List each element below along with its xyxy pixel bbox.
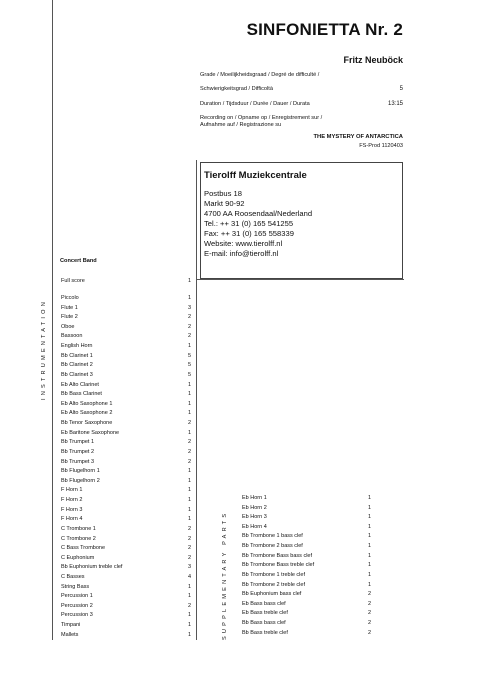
part-name: Eb Alto Clarinet (61, 381, 99, 388)
section-heading: Concert Band (60, 258, 97, 264)
part-qty: 1 (187, 487, 191, 494)
part-qty: 1 (187, 631, 191, 638)
part-qty: 1 (187, 391, 191, 398)
list-item (61, 304, 191, 313)
part-name: Flute 1 (61, 304, 78, 311)
publisher-line: 4700 AA Roosendaal/Nederland (204, 209, 313, 218)
part-name: Bb Flugelhorn 1 (61, 468, 100, 475)
part-qty: 1 (187, 400, 191, 407)
grade-label-line1: Grade / Moeilijkheidsgraad / Degré de difficulté / (200, 72, 320, 78)
list-item (242, 504, 372, 513)
part-qty: 1 (367, 571, 371, 578)
list-item (61, 419, 191, 428)
part-qty: 5 (187, 371, 191, 378)
part-name: Bb Bass Clarinet (61, 391, 102, 398)
part-name: Bb Clarinet 3 (61, 371, 93, 378)
part-name: Bb Trombone Bass treble clef (242, 562, 315, 569)
list-item (242, 590, 372, 599)
list-item (242, 609, 372, 618)
part-qty: 1 (187, 410, 191, 417)
list-item (61, 602, 191, 611)
list-item (61, 525, 191, 534)
part-name: Bb Trombone 2 treble clef (242, 581, 305, 588)
part-qty: 2 (187, 314, 191, 321)
duration-value: 13:15 (387, 101, 403, 107)
part-qty: 2 (367, 620, 371, 627)
part-qty: 1 (367, 514, 371, 521)
part-name: Percussion 1 (61, 593, 93, 600)
list-item (61, 429, 191, 438)
part-name: C Basses (61, 573, 85, 580)
part-qty: 2 (367, 610, 371, 617)
list-item (61, 515, 191, 524)
duration-label: Duration / Tijdsduur / Durée / Dauer / Durata (200, 101, 310, 107)
list-item (61, 313, 191, 322)
recording-label (200, 115, 403, 129)
part-qty: 4 (187, 573, 191, 580)
list-item (61, 631, 191, 640)
full-score-row (61, 277, 191, 286)
part-qty: 1 (187, 381, 191, 388)
part-qty: 1 (187, 295, 191, 301)
part-qty: 1 (367, 523, 371, 530)
list-item (242, 523, 372, 532)
list-item (61, 544, 191, 553)
list-item (61, 381, 191, 390)
middle-divider (196, 160, 197, 640)
part-name: Bb Flugelhorn 2 (61, 477, 100, 484)
page-title: SINFONIETTA Nr. 2 (246, 20, 403, 39)
part-name: Eb Horn 3 (242, 514, 267, 521)
part-qty: 1 (187, 516, 191, 523)
part-name: Eb Alto Saxophone 1 (61, 400, 113, 407)
list-item (242, 552, 372, 561)
list-item (242, 629, 372, 638)
part-qty: 1 (187, 506, 191, 513)
list-item (61, 332, 191, 341)
part-name: C Euphonium (61, 554, 95, 561)
part-qty: 1 (367, 543, 371, 550)
list-item (242, 561, 372, 570)
list-item (242, 513, 372, 522)
publisher-divider (196, 279, 404, 280)
list-item (61, 323, 191, 332)
list-item (61, 390, 191, 399)
list-item (61, 535, 191, 544)
part-name: Mallets (61, 631, 79, 638)
publisher-name: Tierolff Muziekcentrale (204, 170, 307, 181)
recording-label-line2: Aufnahme auf / Registrazione su (200, 122, 282, 128)
part-qty: 2 (187, 323, 191, 330)
part-name: C Trombone 2 (61, 535, 96, 542)
part-name: Bassoon (61, 333, 83, 340)
list-item (61, 583, 191, 592)
part-qty: 5 (187, 352, 191, 359)
part-name: Eb Horn 1 (242, 495, 267, 501)
part-qty: 1 (187, 583, 191, 590)
grade-row (200, 86, 403, 93)
part-name: Piccolo (61, 295, 79, 301)
part-qty: 1 (367, 533, 371, 540)
list-item (61, 448, 191, 457)
list-item (242, 600, 372, 609)
part-qty: 2 (367, 600, 371, 607)
part-qty: 3 (187, 564, 191, 571)
list-item (61, 611, 191, 620)
part-qty: 1 (187, 477, 191, 484)
part-name: Percussion 3 (61, 612, 93, 619)
part-name: Bb Bass treble clef (242, 629, 288, 636)
list-item (61, 592, 191, 601)
publisher-website: Website: www.tierolff.nl (204, 239, 283, 248)
list-item (61, 486, 191, 495)
grade-label-line2: Schwierigkeitsgrad / Difficoltà (200, 86, 273, 92)
publisher-box (200, 162, 403, 279)
list-item (61, 294, 191, 303)
part-name: Bb Trombone 1 bass clef (242, 533, 303, 540)
part-name: English Horn (61, 343, 93, 350)
list-item (61, 621, 191, 630)
part-name: Timpani (61, 622, 81, 629)
publisher-phone: Tel.: ++ 31 (0) 165 541255 (204, 219, 294, 228)
publisher-line: Markt 90-92 (204, 199, 245, 208)
list-item (61, 563, 191, 572)
production-number: FS-Prod 1120403 (359, 143, 403, 149)
part-name: Bb Trumpet 2 (61, 448, 95, 455)
list-item (242, 571, 372, 580)
part-qty: 1 (187, 343, 191, 350)
part-qty: 1 (187, 497, 191, 504)
part-qty: 1 (187, 622, 191, 629)
publisher-email: E-mail: info@tierolff.nl (204, 249, 279, 258)
part-name: String Bass (61, 583, 90, 590)
part-qty: 1 (367, 504, 371, 511)
part-name: Flute 2 (61, 314, 78, 321)
part-qty: 1 (367, 581, 371, 588)
recording-title: THE MYSTERY OF ANTARCTICA (313, 134, 403, 140)
part-qty: 2 (187, 420, 191, 427)
part-name: C Trombone 1 (61, 525, 96, 532)
supplementary-parts-label: SUPPLEMENTARY PARTS (222, 510, 228, 640)
part-qty: 5 (187, 362, 191, 369)
part-name: Bb Trombone Bass bass clef (242, 552, 313, 559)
part-qty: 1 (367, 495, 371, 501)
composer-name: Fritz Neuböck (343, 55, 403, 65)
part-name: F Horn 2 (61, 497, 83, 504)
part-name: F Horn 1 (61, 487, 83, 494)
list-item (61, 400, 191, 409)
part-name: Oboe (61, 323, 75, 330)
part-name: Eb Bass bass clef (242, 600, 286, 607)
part-qty: 1 (187, 593, 191, 600)
part-qty: 1 (367, 562, 371, 569)
list-item (61, 352, 191, 361)
part-qty: 1 (187, 429, 191, 436)
part-name: F Horn 3 (61, 506, 83, 513)
part-qty: 2 (367, 591, 371, 598)
list-item (61, 554, 191, 563)
part-qty: 2 (187, 448, 191, 455)
part-name: Bb Euphonium bass clef (242, 591, 302, 598)
part-name: Bb Euphonium treble clef (61, 564, 123, 571)
part-name: Percussion 2 (61, 602, 93, 609)
list-item (61, 361, 191, 370)
list-item (61, 371, 191, 380)
part-qty: 2 (187, 545, 191, 552)
list-item (61, 342, 191, 351)
grade-value: 5 (399, 86, 403, 92)
part-name: Bb Trombone 2 bass clef (242, 543, 303, 550)
part-name: Full score (61, 278, 85, 284)
list-item (242, 581, 372, 590)
part-qty: 1 (187, 468, 191, 475)
list-item (242, 532, 372, 541)
recording-label-line1: Recording on / Opname op / Enregistrement sur / (200, 115, 323, 121)
part-name: F Horn 4 (61, 516, 83, 523)
part-name: Bb Tenor Saxophone (61, 420, 113, 427)
duration-row (200, 101, 403, 108)
part-name: Bb Bass bass clef (242, 620, 286, 627)
left-divider (52, 0, 53, 640)
list-item (242, 542, 372, 551)
list-item (61, 438, 191, 447)
part-name: Bb Trumpet 1 (61, 439, 95, 446)
part-qty: 1 (367, 552, 371, 559)
part-qty: 2 (187, 554, 191, 561)
part-name: Eb Horn 2 (242, 504, 267, 511)
part-qty: 3 (187, 304, 191, 311)
part-qty: 2 (187, 458, 191, 465)
part-name: Eb Alto Saxophone 2 (61, 410, 113, 417)
part-name: Bb Trombone 1 treble clef (242, 571, 305, 578)
part-qty: 1 (187, 278, 191, 284)
part-qty: 2 (187, 439, 191, 446)
list-item (61, 467, 191, 476)
list-item (61, 458, 191, 467)
part-qty: 2 (187, 535, 191, 542)
part-name: Eb Horn 4 (242, 523, 267, 530)
publisher-line: Postbus 18 (204, 189, 242, 198)
publisher-fax: Fax: ++ 31 (0) 165 558339 (204, 229, 294, 238)
part-name: Bb Trumpet 3 (61, 458, 95, 465)
list-item (242, 619, 372, 628)
grade-label (200, 72, 403, 79)
part-qty: 2 (367, 629, 371, 636)
list-item (61, 409, 191, 418)
part-name: Eb Bass treble clef (242, 610, 288, 617)
instrumentation-label: INSTRUMENTATION (41, 299, 47, 400)
part-qty: 2 (187, 333, 191, 340)
list-item (61, 496, 191, 505)
part-name: Bb Clarinet 1 (61, 352, 93, 359)
list-item (61, 506, 191, 515)
part-name: Bb Clarinet 2 (61, 362, 93, 369)
list-item (61, 573, 191, 582)
part-name: Eb Baritone Saxophone (61, 429, 120, 436)
list-item (242, 494, 372, 503)
part-qty: 1 (187, 612, 191, 619)
list-item (61, 477, 191, 486)
part-qty: 2 (187, 602, 191, 609)
part-name: C Bass Trombone (61, 545, 106, 552)
part-qty: 2 (187, 525, 191, 532)
